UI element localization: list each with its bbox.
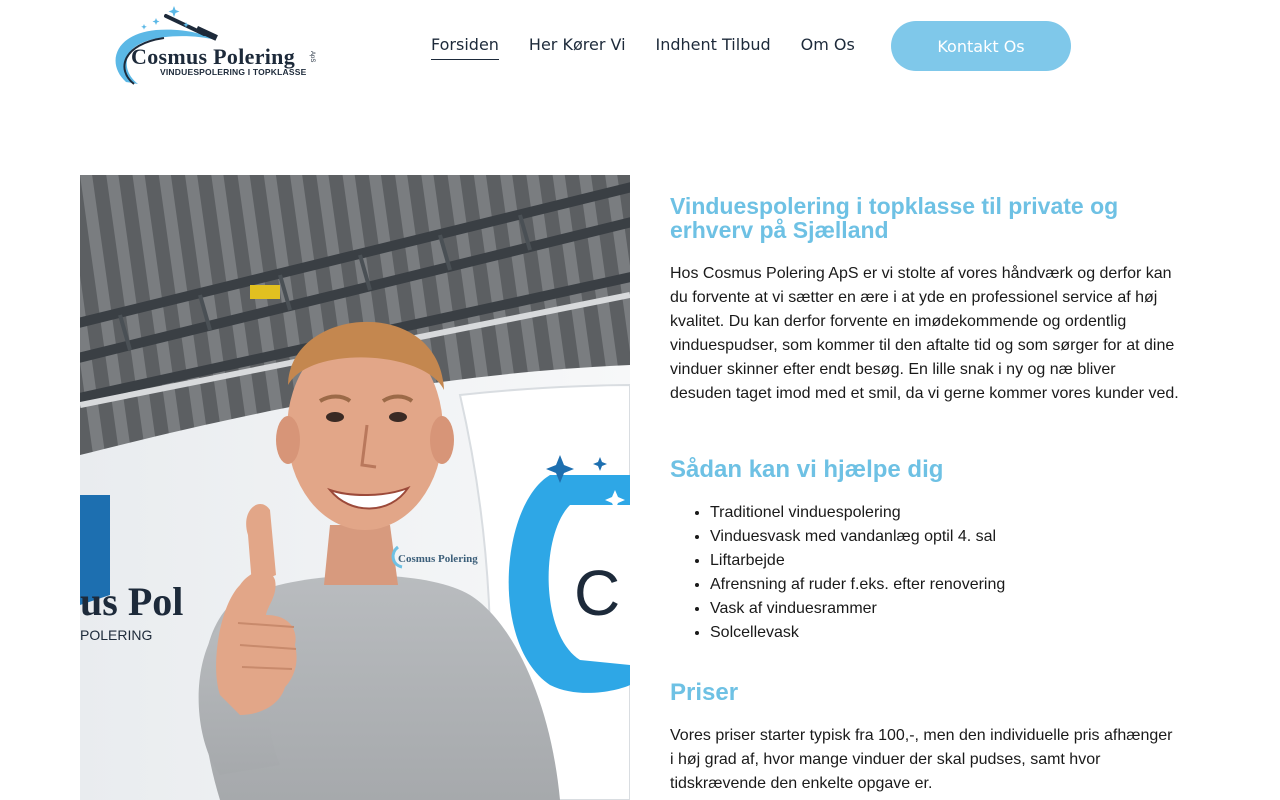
nav-item-om-os[interactable]: Om Os [800, 35, 855, 54]
svg-text:us Pol: us Pol [80, 579, 184, 624]
nav-item-indhent-tilbud[interactable]: Indhent Tilbud [655, 35, 771, 54]
brand-tagline: VINDUESPOLERING I TOPKLASSE [160, 67, 307, 77]
prices-paragraph: Vores priser starter typisk fra 100,-, men den individuelle pris afhænger i høj grad af, hvor mange vinduer der skal pudses, samt hvor tidskrævende den enkelte opgave er. [670, 727, 1173, 792]
intro-heading: Vinduespolering i topklasse til private og erhverv på Sjælland [670, 193, 1119, 243]
list-item: • Vask af vinduesrammer [710, 597, 1180, 621]
main-nav [431, 34, 855, 60]
svg-text:POLERING: POLERING [80, 627, 153, 643]
brand-suffix: ApS [309, 51, 315, 63]
services-heading: Sådan kan vi hjælpe dig [670, 456, 944, 483]
svg-text:Cosmus Polering: Cosmus Polering [398, 553, 478, 565]
list-item: • Vinduesvask med vandanlæg optil 4. sal [710, 525, 1180, 549]
brand-name: Cosmus Polering [131, 44, 295, 69]
svg-text:C: C [574, 557, 621, 629]
list-item: • Solcellevask [710, 621, 1180, 645]
main-content [670, 194, 1180, 796]
list-item: • Liftarbejde [710, 549, 1180, 573]
hero-photo [80, 175, 630, 800]
services-list [670, 501, 1180, 645]
prices-heading: Priser [670, 679, 739, 706]
site-header [0, 0, 1280, 92]
intro-paragraph: Hos Cosmus Polering ApS er vi stolte af vores håndværk og derfor kan du forvente at vi sætter en ære i at yde en professionel service af høj kvalitet. Du kan derfor forvente en imødekommende og ordentlig vinduespudser, som kommer til den aftalte tid og som sørger for at dine vinduer skinner efter endt besøg. En lille snak i ny og næ bliver desuden taget imod med et smil, da vi gerne kommer vores kunder ved. [670, 265, 1179, 402]
brand-logo[interactable] [104, 4, 326, 86]
contact-button[interactable]: Kontakt Os [891, 21, 1071, 71]
man-with-van-image [80, 175, 630, 800]
list-item: • Traditionel vinduespolering [710, 501, 1180, 525]
nav-item-her-korer-vi[interactable]: Her Kører Vi [528, 35, 626, 54]
nav-item-forsiden[interactable]: Forsiden [431, 34, 499, 60]
list-item: • Afrensning af ruder f.eks. efter renovering [710, 573, 1180, 597]
